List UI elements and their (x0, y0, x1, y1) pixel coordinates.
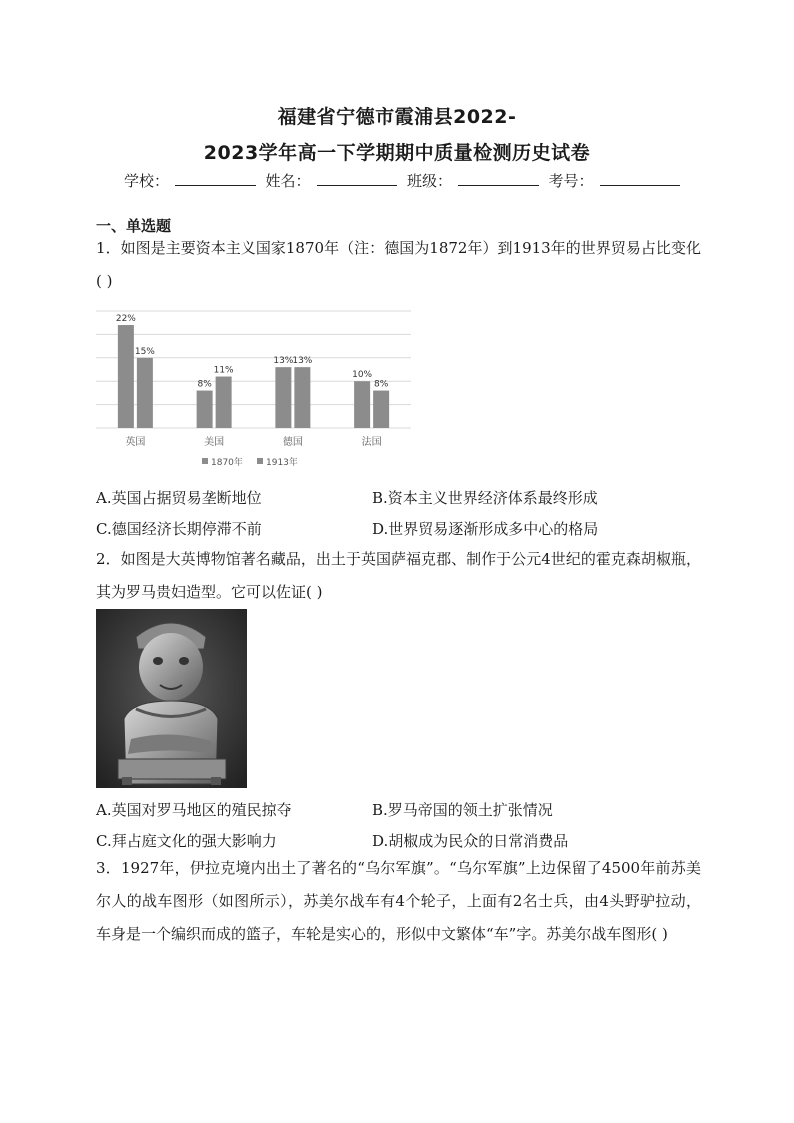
bar-英国-1913年 (137, 358, 153, 428)
data-label-英国-1870年: 22% (115, 314, 136, 325)
category-label-美国: 美国 (204, 437, 225, 448)
school-label: 学校： (124, 172, 170, 190)
class-label: 班级： (407, 172, 453, 190)
exam-number-label: 考号： (548, 172, 594, 190)
bar-英国-1870年 (118, 325, 134, 428)
bar-法国-1913年 (373, 391, 389, 428)
section-title: 一、单选题 (96, 217, 172, 235)
category-label-英国: 英国 (125, 437, 146, 448)
question-2-stem: 2．如图是大英博物馆著名藏品，出土于英国萨福克郡、制作于公元4世纪的霍克森胡椒瓶，其为罗马贵妇造型。它可以佐证( ) (96, 550, 701, 601)
hoxne-pepper-pot-photo (96, 609, 247, 788)
q1-option-d: D.世界贸易逐渐形成多中心的格局 (372, 520, 599, 538)
q2-option-b: B.罗马帝国的领土扩张情况 (372, 801, 553, 819)
q1-option-c: C.德国经济长期停滞不前 (96, 520, 262, 538)
student-info-row (124, 170, 684, 191)
bar-美国-1913年 (216, 377, 232, 428)
category-label-德国: 德国 (282, 437, 303, 448)
exam-title-line1: 福建省宁德市霞浦县2022- (277, 106, 517, 128)
pepper-pot-figure (96, 609, 247, 788)
trade-share-bar-chart (96, 306, 416, 476)
data-label-德国-1913年: 13% (292, 356, 313, 367)
question-3-stem: 3．1927年，伊拉克境内出土了著名的“乌尔军旗”。“乌尔军旗”上边保留了4500年前苏美尔人的战车图形（如图所示），苏美尔战车有4个轮子，上面有2名士兵，由4头野驴拉动，车身是一个编织而成的篮子，车轮是实心的，形似中文繁体“车”字。苏美尔战车图形( ) (96, 859, 701, 943)
question-1-stem: 1．如图是主要资本主义国家1870年（注：德国为1872年）到1913年的世界贸易占比变化( ) (96, 239, 701, 290)
q1-option-a: A.英国占据贸易垄断地位 (96, 489, 262, 507)
q2-option-d: D.胡椒成为民众的日常消费品 (372, 832, 569, 850)
data-label-英国-1913年: 15% (134, 346, 155, 357)
name-label: 姓名： (265, 172, 311, 190)
bar-法国-1870年 (354, 381, 370, 428)
bar-德国-1870年 (275, 367, 291, 428)
class-blank (458, 171, 538, 186)
legend-label-1870年: 1870年 (211, 458, 243, 468)
exam-title-line2: 2023学年高一下学期期中质量检测历史试卷 (203, 142, 591, 164)
legend-swatch-1870年 (202, 458, 208, 464)
legend-label-1913年: 1913年 (266, 458, 298, 468)
legend-swatch-1913年 (257, 458, 263, 464)
q2-option-c: C.拜占庭文化的强大影响力 (96, 832, 277, 850)
data-label-法国-1913年: 8% (373, 379, 389, 390)
bar-德国-1913年 (294, 367, 310, 428)
category-label-法国: 法国 (361, 437, 382, 448)
exam-number-blank (600, 171, 680, 186)
data-label-德国-1870年: 13% (273, 356, 294, 367)
q1-option-b: B.资本主义世界经济体系最终形成 (372, 489, 598, 507)
name-blank (317, 171, 397, 186)
data-label-美国-1870年: 8% (197, 379, 212, 390)
school-blank (175, 171, 255, 186)
bar-美国-1870年 (197, 391, 213, 428)
data-label-法国-1870年: 10% (352, 370, 373, 381)
q2-option-a: A.英国对罗马地区的殖民掠夺 (96, 801, 292, 819)
data-label-美国-1913年: 11% (213, 365, 234, 376)
